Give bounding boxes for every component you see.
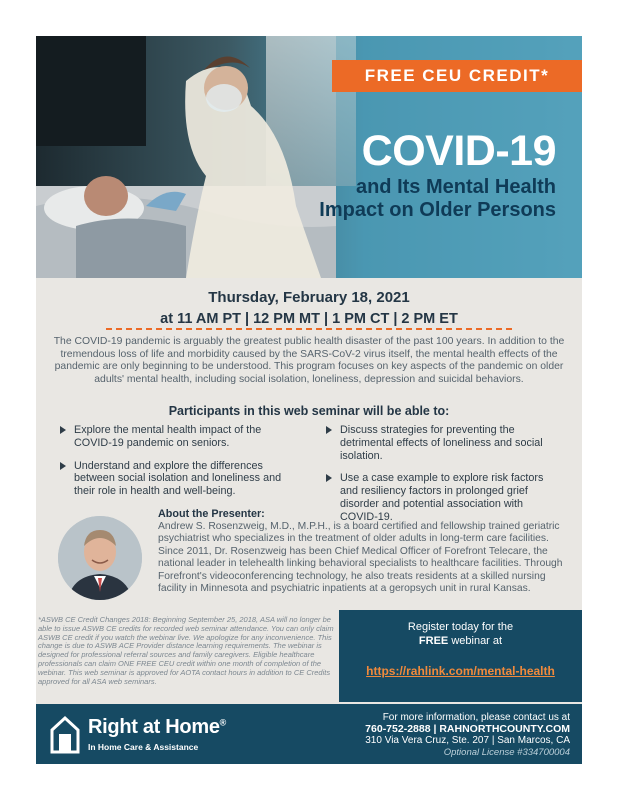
register-link[interactable]: https://rahlink.com/mental-health [366,664,555,678]
register-line: Register today for the [407,621,514,633]
flyer [36,36,582,764]
objective-text: Use a case example to explore risk factors and resiliency factors in prolonged grief disorder and potential association with COVID-19. [340,472,544,523]
hero-banner [36,36,582,278]
brand-name [88,716,226,739]
contact-intro: For more information, please contact us at [382,712,570,723]
register-line-rest: webinar at [448,635,503,647]
contact-info [365,712,570,758]
objective-text: Explore the mental health impact of the COVID-19 pandemic on seniors. [74,424,262,449]
triangle-bullet-icon [60,426,66,434]
objectives-heading: Participants in this web seminar will be able to: [168,404,450,418]
presenter-photo [58,516,142,600]
house-logo-icon [50,714,80,754]
dashed-divider [106,328,512,330]
event-date-block [36,288,582,329]
registered-mark: ® [219,717,227,728]
contact-phone-web: 760-752-2888 | RAHNORTHCOUNTY.COM [365,722,570,735]
brand-tagline: In Home Care & Assistance [88,742,199,752]
objective-item [326,472,552,523]
brand-name-text: Right at Home [88,716,220,738]
footer-band [36,704,582,764]
objective-item [60,424,286,450]
triangle-bullet-icon [60,462,66,470]
presenter-portrait-icon [58,516,142,600]
event-date: Thursday, February 18, 2021 [208,289,410,306]
hero-title: COVID-19 [361,127,556,175]
objective-text: Discuss strategies for preventing the detrimental effects of loneliness and social isolation. [340,424,543,462]
contact-address: 310 Via Vera Cruz, Ste. 207 | San Marcos, CA [365,735,570,747]
objective-item [60,460,286,498]
register-box [339,610,582,702]
free-label: FREE [418,635,449,647]
intro-paragraph: The COVID-19 pandemic is arguably the greatest public health disaster of the past 100 years. In addition to the tremendous loss of life and morbidity caused by the SARS-CoV-2 virus itself, the mental health effects of the pandemic are only beginning to be understood. This program focuses on key aspects of the pandemic on older adults' mental health, including social isolation, loneliness, depression and suicidal behaviors. [53,336,565,385]
ceu-footnote: *ASWB CE Credit Changes 2018: Beginning September 25, 2018, ASA will no longer be able to issue ASWB CE credits for recorded web seminar attendance. You can only claim ASWB CE credit if you watch the webinar live. We apologize for any inconvenience. This change is due to ASWB ACE Provider distance learning requirements. The webinar is designed for professional referral sources and family caregivers. Eligible healthcare professionals can claim ONE FREE CEU credit within one month of completion of the webinar. This web seminar is approved for AOTA contact hours in addition to CE Credits approved for all ASA web seminars. [38,615,334,686]
objectives-left-column [60,424,286,508]
presenter-heading: About the Presenter: [158,508,265,520]
presenter-bio: Andrew S. Rosenzweig, M.D., M.P.H., is a board certified and fellowship trained geriatric psychiatrist who specializes in the treatment of older adults in long-term care facilities. Since 2011, Dr. Rosenzweig has been Chief Medical Officer of Forefront Telecare, the national leader in telehealth linking behavioral specialists to healthcare facilities. Through Forefront's videoconferencing technology, he also treats residents at a skilled nursing facility in Minnesota and psychiatric inpatients at a geropsych unit in rural Kansas. [158,521,563,595]
right-at-home-logo [50,714,310,756]
objective-item [326,424,552,462]
free-ceu-badge: FREE CEU CREDIT* [332,60,582,92]
objectives-right-column [326,424,552,534]
objective-text: Understand and explore the differences between social isolation and loneliness and their role in health and well-being. [74,459,282,498]
register-line [339,635,582,647]
license-number: Optional License #334700004 [443,746,570,758]
hero-subtitle: and Its Mental Health Impact on Older Persons [319,176,556,221]
triangle-bullet-icon [326,426,332,434]
event-times: at 11 AM PT | 12 PM MT | 1 PM CT | 2 PM ET [160,311,458,327]
triangle-bullet-icon [326,474,332,482]
